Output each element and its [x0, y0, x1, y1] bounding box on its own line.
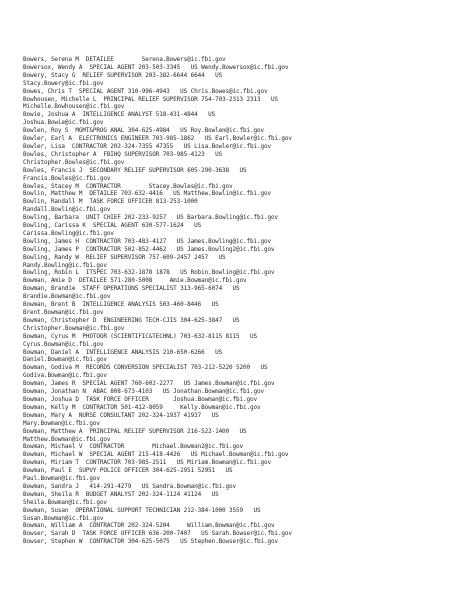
- directory-line: Bowser, Stephen W CONTRACTOR 304-625-5075 US Stephen.Bowser@ic.fbi.gov: [23, 538, 278, 546]
- directory-line: Bowman, Paul E SUPVY POLICE OFFICER 304-625-2951 52951 US: [23, 467, 233, 475]
- directory-line: Bowles, Christopher A FBIHQ SUPERVISOR 703-985-4123 US: [23, 150, 223, 158]
- directory-line: Carissa.Bowling@ic.fbi.gov: [23, 229, 114, 237]
- directory-line: Bowman, Kelly M CONTRACTOR 501-412-8059 Kelly.Bowman@ic.fbi.gov: [23, 403, 261, 411]
- directory-line: Bowman, Susan OPERATIONAL SUPPORT TECHNICIAN 212-384-1000 3559 US: [23, 506, 261, 514]
- directory-line: Bowler, Earl A ELECTRONICS ENGINEER 703-985-1862 US Earl.Bowler@ic.fbi.gov: [23, 135, 292, 143]
- directory-line: Mary.Bowman@ic.fbi.gov: [23, 419, 100, 427]
- directory-line: Bowhousen, Michelle L PRINCIPAL RELIEF SUPERVISOR 754-703-2313 2313 US: [23, 95, 278, 103]
- directory-line: Bowie, Joshua A INTELLIGENCE ANALYST 518-431-4844 US: [23, 111, 216, 119]
- directory-line: Bowman, Amie D DETAILEE 571-280-5008 Amie.Bowman@ic.fbi.gov: [23, 277, 247, 285]
- directory-line: Paul.Bowman@ic.fbi.gov: [23, 475, 100, 483]
- directory-line: Bowling, Carissa K SPECIAL AGENT 630-577-1624 US: [23, 222, 202, 230]
- directory-line: Christopher.Bowman@ic.fbi.gov: [23, 324, 125, 332]
- directory-line: Bowman, Christopher D ENGINEERING TECH-CJIS 304-625-3847 US: [23, 316, 240, 324]
- directory-line: Bowers, Serena M DETAILEE Serena.Bowers@ic.fbi.gov: [23, 56, 226, 63]
- directory-line: Susan.Bowman@ic.fbi.gov: [23, 514, 104, 522]
- directory-line: Bowman, Brent B INTELLIGENCE ANALYSIS 503-460-8446 US: [23, 301, 219, 309]
- directory-line: Randy.Bowling@ic.fbi.gov: [23, 261, 107, 269]
- directory-line: Bowler, Lisa CONTRACTOR 202-324-7355 47355 US Lisa.Bowler@ic.fbi.gov: [23, 142, 271, 150]
- directory-line: Bowser, Sarah D TASK FORCE OFFICER 636-200-7407 US Sarah.Bowser@ic.fbi.gov: [23, 530, 292, 538]
- directory-line: Bowling, Barbara UNIT CHIEF 202-233-9257 US Barbara.Bowling@ic.fbi.gov: [23, 214, 278, 222]
- directory-line: Bowman, Joshua D TASK FORCE OFFICER Joshua.Bowman@ic.fbi.gov: [23, 395, 257, 403]
- directory-line: Bowman, Cyrus M PHOTOGR (SCIENTIFIC&TECHNL) 703-632-8115 8115 US: [23, 332, 257, 340]
- directory-line: Daniel.Bowman@ic.fbi.gov: [23, 356, 107, 364]
- directory-line: Bowling, James H CONTRACTOR 703-483-4127 US James.Bowling@ic.fbi.gov: [23, 237, 271, 245]
- directory-line: Godiva.Bowman@ic.fbi.gov: [23, 372, 107, 380]
- directory-line: Brandie.Bowman@ic.fbi.gov: [23, 293, 111, 301]
- directory-line: Bowes, Chris T SPECIAL AGENT 310-996-4943 US Chris.Bowes@ic.fbi.gov: [23, 87, 268, 95]
- directory-line: Bowman, Miriam T CONTRACTOR 703-985-2511 US Miriam.Bowman@ic.fbi.gov: [23, 459, 271, 467]
- directory-line: Bowling, James P CONTRACTOR 502-852-4462 US James.Bowling2@ic.fbi.gov: [23, 245, 275, 253]
- directory-line: Bowman, Michael W SPECIAL AGENT 215-418-4426 US Michael.Bowman@ic.fbi.gov: [23, 451, 289, 459]
- directory-line: Bowman, Daniel A INTELLIGENCE ANALYSIS 210-650-6266 US: [23, 348, 223, 356]
- directory-line: Bowman, Sandra J 414-291-4279 US Sandra.Bowman@ic.fbi.gov: [23, 482, 237, 490]
- directory-line: Stacy.Bowery@ic.fbi.gov: [23, 79, 104, 87]
- directory-line: Francis.Bowles@ic.fbi.gov: [23, 174, 111, 182]
- directory-line: Cyrus.Bowman@ic.fbi.gov: [23, 340, 104, 348]
- directory-line: Bowman, Jonathan N ABAC 808-673-4103 US Jonathan.Bowman@ic.fbi.gov: [23, 388, 264, 396]
- directory-line: Bowlin, Randall M TASK FORCE OFFICER 813-253-1000: [23, 198, 198, 206]
- directory-line: Bowlen, Roy S MGMT&PROG ANAL 304-625-4984 US Roy.Bowlen@ic.fbi.gov: [23, 127, 264, 135]
- directory-line: Bowman, James R SPECIAL AGENT 760-602-2277 US James.Bowman@ic.fbi.gov: [23, 380, 275, 388]
- directory-line: Bowlin, Matthew M DETAILEE 703-632-4416 US Matthew.Bowlin@ic.fbi.gov: [23, 190, 271, 198]
- directory-line: Bowles, Francis J SECONDARY RELIEF SUPERVISOR 605-290-3638 US: [23, 166, 247, 174]
- directory-line: Bowman, Brandie STAFF OPERATIONS SPECIALIST 313-965-6074 US: [23, 285, 240, 293]
- directory-line: Bowman, Mary A NURSE CONSULTANT 202-324-1937 41937 US: [23, 411, 219, 419]
- directory-line: Bowery, Stacy G RELIEF SUPERVISOR 203-382-6644 6644 US: [23, 71, 223, 79]
- directory-line: Christopher.Bowles@ic.fbi.gov: [23, 158, 125, 166]
- directory-line: Brent.Bowman@ic.fbi.gov: [23, 309, 104, 316]
- directory-line: Joshua.Bowie@ic.fbi.gov: [23, 119, 104, 127]
- directory-line: Michelle.Bowhousen@ic.fbi.gov: [23, 103, 125, 111]
- directory-line: Sheila.Bowman@ic.fbi.gov: [23, 498, 107, 506]
- directory-line: Matthew.Bowman@ic.fbi.gov: [23, 435, 111, 443]
- directory-line: Bowersox, Wendy A SPECIAL AGENT 203-503-3345 US Wendy.Bowersox@ic.fbi.gov: [23, 63, 289, 71]
- directory-line: Randall.Bowlin@ic.fbi.gov: [23, 206, 111, 214]
- directory-line: Bowman, William A CONTRACTOR 202-324-5204 William.Bowman@ic.fbi.gov: [23, 522, 275, 530]
- directory-line: Bowman, Sheila R BUDGET ANALYST 202-324-1124 41124 US: [23, 490, 219, 498]
- directory-line: Bowman, Michael V CONTRACTOR Michael.Bowman2@ic.fbi.gov: [23, 443, 244, 451]
- directory-line: Bowling, Robin L ITSPEC 703-632-1878 1878 US Robin.Bowling@ic.fbi.gov: [23, 269, 275, 277]
- directory-line: Bowman, Matthew A PRINCIPAL RELIEF SUPERVISOR 216-522-1400 US: [23, 427, 247, 435]
- directory-line: Bowling, Randy W RELIEF SUPERVISOR 757-609-2457 2457 US: [23, 253, 226, 261]
- directory-listing: [23, 56, 459, 546]
- directory-line: Bowman, Godiva M RECORDS CONVERSION SPECIALIST 703-212-5220 5200 US: [23, 364, 268, 372]
- directory-line: Bowles, Stacey M CONTRACTOR Stacey.Bowles@ic.fbi.gov: [23, 182, 233, 190]
